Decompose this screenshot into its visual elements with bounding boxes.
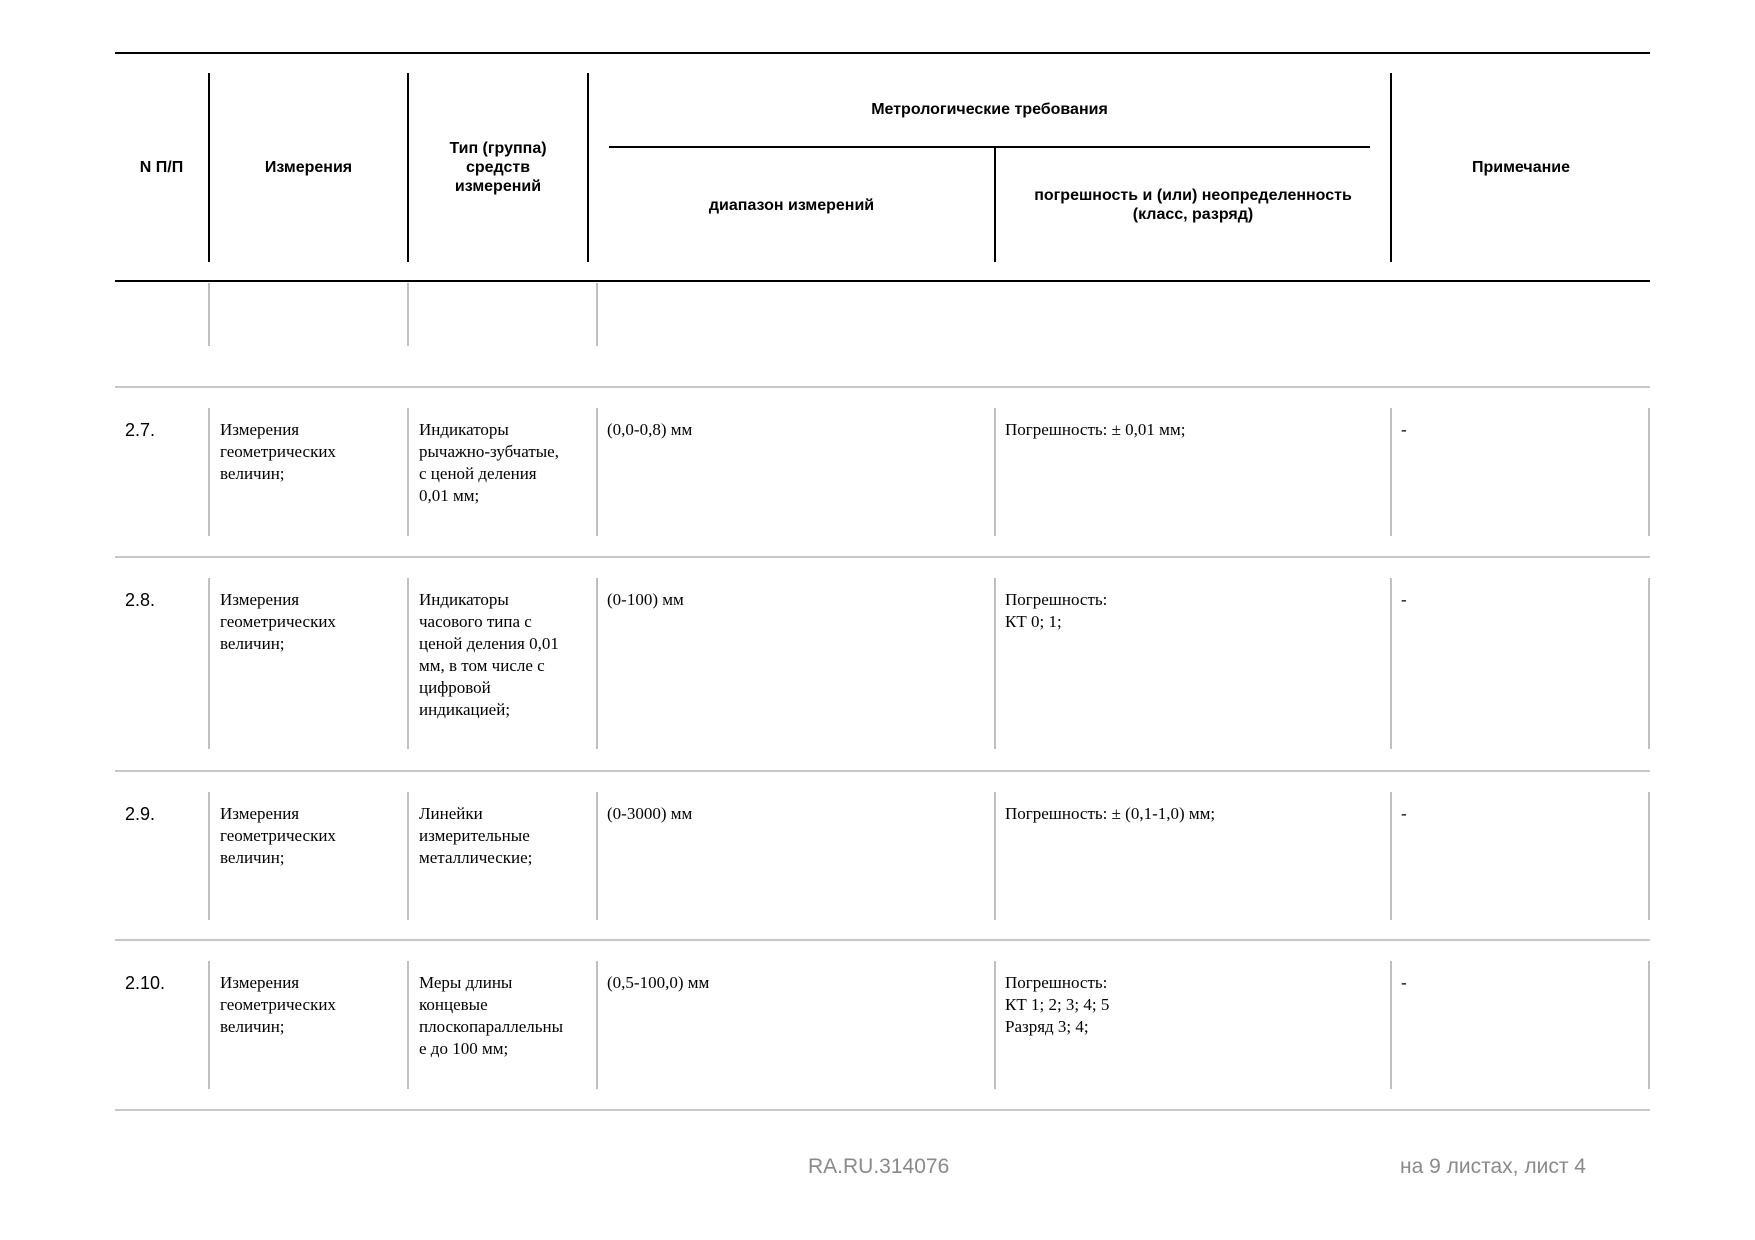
header-bottom-rule [115,280,1650,282]
blank-row-divider [208,283,210,346]
cell-divider [208,578,210,749]
cell-divider [1648,792,1650,920]
note-cell: - [1401,590,1407,609]
blank-row-divider [407,283,409,346]
cell-divider [1390,792,1392,920]
range-cell: (0,5-100,0) мм [607,973,710,992]
header-note: Примечание [1471,159,1571,176]
cell-divider [1390,578,1392,749]
type-cell: Меры длины концевые плоскопараллельны е до 100 мм; [419,973,564,1058]
cell-divider [596,578,598,749]
row-separator [115,770,1650,772]
cell-divider [1648,408,1650,536]
note-cell: - [1401,973,1407,992]
cell-divider [407,408,409,536]
cell-divider [1390,961,1392,1089]
header-num: N П/П [139,159,184,176]
type-cell: Линейки измерительные металлические; [419,804,533,867]
header-type: Тип (группа) средств измерений [449,140,547,195]
cell-divider [208,961,210,1089]
sheet-indicator: на 9 листах, лист 4 [1400,1155,1586,1178]
error-cell: Погрешность: КТ 0; 1; [1005,590,1108,631]
note-cell: - [1401,804,1407,823]
note-cell: - [1401,420,1407,439]
measure-cell: Измерения геометрических величин; [220,590,336,653]
cell-divider [994,961,996,1089]
cell-divider [596,961,598,1089]
cell-divider [208,792,210,920]
row-number: 2.10. [125,973,166,993]
row-separator [115,939,1650,941]
cell-divider [596,792,598,920]
cell-divider [1648,961,1650,1089]
cell-divider [407,792,409,920]
cell-divider [407,578,409,749]
header-error: погрешность и (или) неопределенность (класс, разряд) [1034,187,1352,223]
type-cell: Индикаторы рычажно-зубчатые, с ценой деления 0,01 мм; [419,420,559,505]
type-cell: Индикаторы часового типа с ценой деления 0,01 мм, в том числе с цифровой индикацией; [419,590,559,719]
cell-divider [208,408,210,536]
cell-divider [994,792,996,920]
measure-cell: Измерения геометрических величин; [220,804,336,867]
cell-divider [1390,408,1392,536]
header-measure: Измерения [264,159,353,176]
range-cell: (0-3000) мм [607,804,693,823]
measure-cell: Измерения геометрических величин; [220,973,336,1036]
header-metro: Метрологические требования [871,101,1108,118]
cell-divider [596,408,598,536]
cell-divider [994,578,996,749]
header-top-rule [115,52,1650,54]
cell-divider [1648,578,1650,749]
cell-divider [994,408,996,536]
range-cell: (0,0-0,8) мм [607,420,693,439]
error-cell: Погрешность: КТ 1; 2; 3; 4; 5 Разряд 3; 4; [1005,973,1110,1036]
blank-row-divider [596,283,598,346]
document-id: RA.RU.314076 [808,1155,950,1178]
row-separator [115,386,1650,388]
error-cell: Погрешность: ± 0,01 мм; [1005,420,1186,439]
measure-cell: Измерения геометрических величин; [220,420,336,483]
row-number: 2.8. [125,590,156,610]
row-number: 2.9. [125,804,156,824]
row-number: 2.7. [125,420,156,440]
cell-divider [407,961,409,1089]
error-cell: Погрешность: ± (0,1-1,0) мм; [1005,804,1216,823]
range-cell: (0-100) мм [607,590,684,609]
row-separator [115,556,1650,558]
row-separator [115,1109,1650,1111]
header-range: диапазон измерений [708,196,875,214]
